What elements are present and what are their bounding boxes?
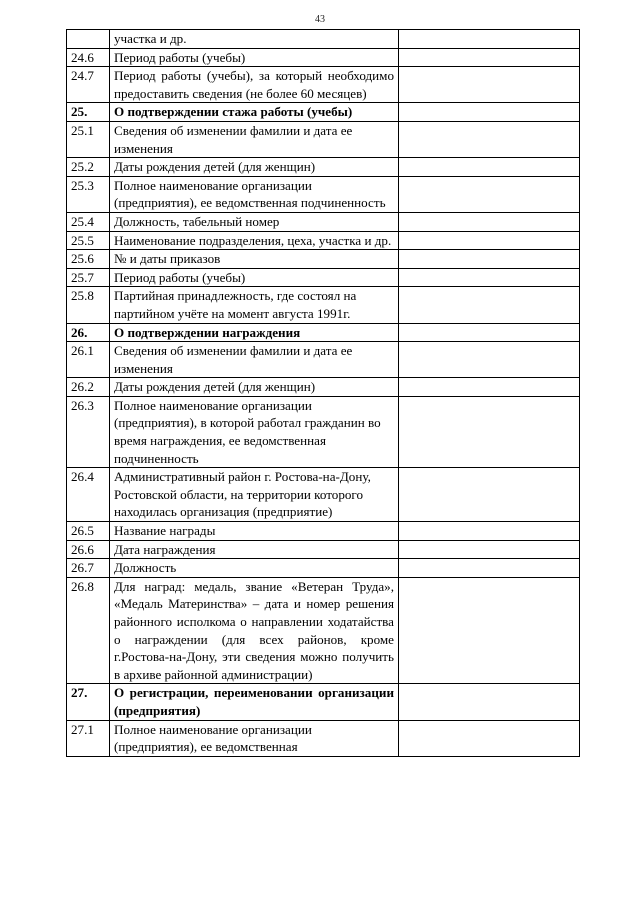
item-number: 25.6 — [67, 250, 110, 269]
table-row — [67, 540, 580, 559]
item-number: 27.1 — [67, 720, 110, 756]
item-value-cell[interactable] — [399, 268, 580, 287]
table-row — [67, 231, 580, 250]
table-row — [67, 720, 580, 756]
table-row — [67, 378, 580, 397]
item-number: 27. — [67, 684, 110, 720]
item-description: Период работы (учебы), за который необходимо предоставить сведения (не более 60 месяцев) — [110, 67, 399, 103]
item-number: 25.5 — [67, 231, 110, 250]
item-number: 25.3 — [67, 176, 110, 212]
table-row — [67, 396, 580, 467]
item-number: 26.1 — [67, 342, 110, 378]
item-value-cell[interactable] — [399, 212, 580, 231]
item-number: 26.5 — [67, 522, 110, 541]
page-number: 43 — [315, 14, 325, 25]
item-value-cell[interactable] — [399, 323, 580, 342]
item-description: Административный район г. Ростова-на-Дону, Ростовской области, на территории которого находилась организация (предприятие) — [110, 468, 399, 522]
item-number: 25.1 — [67, 121, 110, 157]
item-number: 26.4 — [67, 468, 110, 522]
item-description: Для наград: медаль, звание «Ветеран Труда», «Медаль Материнства» – дата и номер решения районного исполкома о направлении ходатайства о награждении (для всех районов, кроме г.Ростова-на-Дону, эти сведения можно получить в архиве районной администрации) — [110, 577, 399, 684]
item-description: О подтверждении награждения — [110, 323, 399, 342]
item-value-cell[interactable] — [399, 342, 580, 378]
item-number: 25.8 — [67, 287, 110, 323]
section-row — [67, 323, 580, 342]
table-row — [67, 342, 580, 378]
table-row — [67, 48, 580, 67]
item-value-cell[interactable] — [399, 468, 580, 522]
table-row — [67, 468, 580, 522]
item-description: Период работы (учебы) — [110, 268, 399, 287]
item-number: 26.6 — [67, 540, 110, 559]
table-row — [67, 250, 580, 269]
item-description: Период работы (учебы) — [110, 48, 399, 67]
item-number: 26.8 — [67, 577, 110, 684]
table-row — [67, 212, 580, 231]
item-description: № и даты приказов — [110, 250, 399, 269]
item-description: Полное наименование организации (предприятия), в которой работал гражданин во время награждения, ее ведомственная подчиненность — [110, 396, 399, 467]
item-value-cell[interactable] — [399, 559, 580, 578]
item-description: участка и др. — [110, 30, 399, 49]
item-value-cell[interactable] — [399, 176, 580, 212]
item-description: О регистрации, переименовании организации (предприятия) — [110, 684, 399, 720]
item-number — [67, 30, 110, 49]
item-number: 25.7 — [67, 268, 110, 287]
item-number: 25. — [67, 103, 110, 122]
table-row — [67, 287, 580, 323]
item-description: Должность — [110, 559, 399, 578]
item-value-cell[interactable] — [399, 720, 580, 756]
item-description: Название награды — [110, 522, 399, 541]
item-description: Дата награждения — [110, 540, 399, 559]
item-value-cell[interactable] — [399, 30, 580, 49]
item-number: 26.3 — [67, 396, 110, 467]
item-number: 25.4 — [67, 212, 110, 231]
item-description: Партийная принадлежность, где состоял на партийном учёте на момент августа 1991г. — [110, 287, 399, 323]
section-row — [67, 103, 580, 122]
table-row — [67, 67, 580, 103]
item-value-cell[interactable] — [399, 121, 580, 157]
item-description: Должность, табельный номер — [110, 212, 399, 231]
table-row — [67, 522, 580, 541]
item-description: Даты рождения детей (для женщин) — [110, 378, 399, 397]
item-value-cell[interactable] — [399, 158, 580, 177]
item-value-cell[interactable] — [399, 103, 580, 122]
item-value-cell[interactable] — [399, 67, 580, 103]
item-number: 26.7 — [67, 559, 110, 578]
item-value-cell[interactable] — [399, 577, 580, 684]
table-row — [67, 121, 580, 157]
item-number: 26.2 — [67, 378, 110, 397]
table-row — [67, 158, 580, 177]
item-value-cell[interactable] — [399, 684, 580, 720]
item-description: Полное наименование организации (предприятия), ее ведомственная подчиненность — [110, 176, 399, 212]
item-number: 24.7 — [67, 67, 110, 103]
table-row — [67, 176, 580, 212]
item-value-cell[interactable] — [399, 540, 580, 559]
item-number: 25.2 — [67, 158, 110, 177]
item-number: 26. — [67, 323, 110, 342]
item-value-cell[interactable] — [399, 231, 580, 250]
item-value-cell[interactable] — [399, 287, 580, 323]
table-row — [67, 268, 580, 287]
item-value-cell[interactable] — [399, 250, 580, 269]
item-value-cell[interactable] — [399, 48, 580, 67]
item-description: Сведения об изменении фамилии и дата ее изменения — [110, 342, 399, 378]
item-description: Наименование подразделения, цеха, участка и др. — [110, 231, 399, 250]
table-body — [67, 30, 580, 757]
item-value-cell[interactable] — [399, 522, 580, 541]
table-row — [67, 577, 580, 684]
document-table — [66, 29, 580, 757]
item-description: Сведения об изменении фамилии и дата ее изменения — [110, 121, 399, 157]
item-description: Даты рождения детей (для женщин) — [110, 158, 399, 177]
item-description: Полное наименование организации (предприятия), ее ведомственная — [110, 720, 399, 756]
item-value-cell[interactable] — [399, 396, 580, 467]
section-row — [67, 684, 580, 720]
item-number: 24.6 — [67, 48, 110, 67]
item-description: О подтверждении стажа работы (учебы) — [110, 103, 399, 122]
table-row — [67, 559, 580, 578]
table-row — [67, 30, 580, 49]
item-value-cell[interactable] — [399, 378, 580, 397]
